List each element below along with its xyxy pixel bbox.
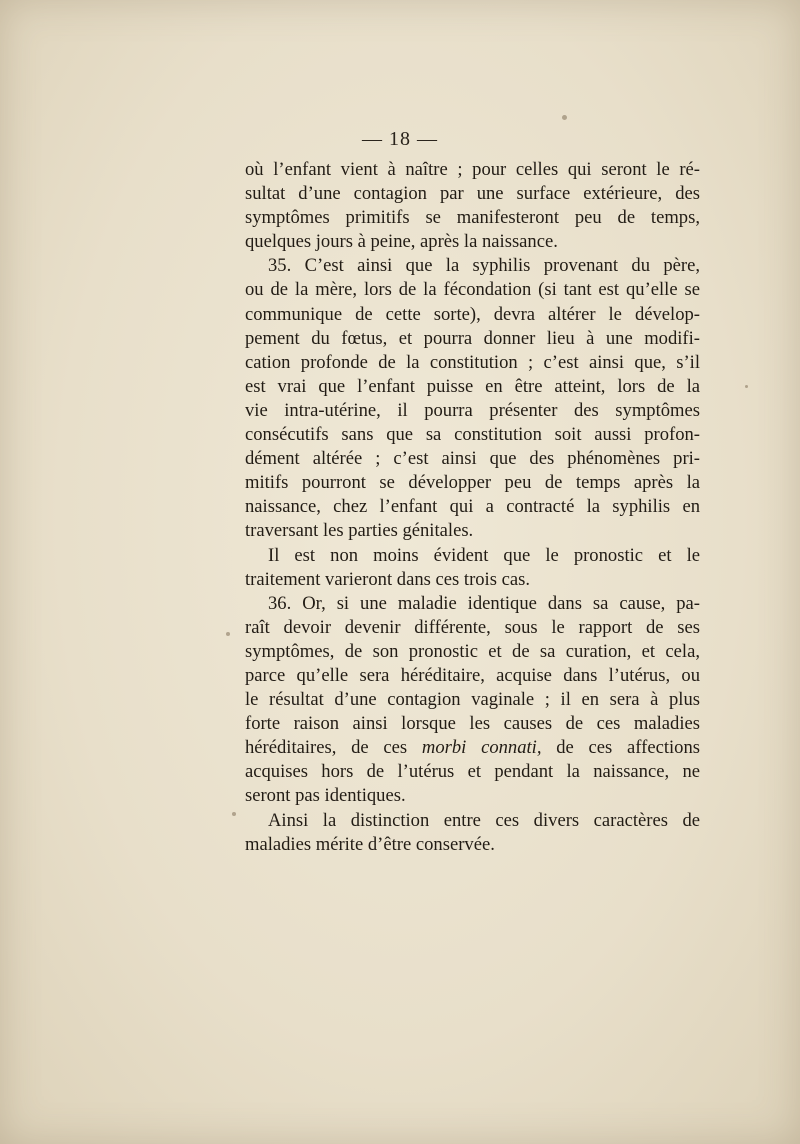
text-line: vie intra-utérine, il pourra présenter des symptômes <box>245 399 700 421</box>
text-line: 36. Or, si une maladie identique dans sa cause, pa- <box>268 592 700 614</box>
text-line: où l’enfant vient à naître ; pour celles qui seront le ré- <box>245 159 700 180</box>
text-line: maladies mérite d’être conservée. <box>245 833 495 855</box>
text-line: acquises hors de l’utérus et pendant la naissance, ne <box>245 761 700 783</box>
text-line: pement du fœtus, et pourra donner lieu à une modifi- <box>245 327 700 349</box>
text-line: cation profonde de la constitution ; c’est ainsi que, s’il <box>245 351 700 373</box>
text-line: quelques jours à peine, après la naissance. <box>245 231 558 253</box>
text-line: parce qu’elle sera héréditaire, acquise dans l’utérus, ou <box>245 664 700 686</box>
text-segment: héréditaires, de ces <box>245 737 408 759</box>
text-line: Ainsi la distinction entre ces divers caractères de <box>268 809 700 831</box>
text-line: ou de la mère, lors de la fécondation (si tant est qu’elle se <box>245 279 700 301</box>
text-line: traversant les parties génitales. <box>245 520 474 542</box>
paragraph-conclusion <box>245 809 700 857</box>
text-line: Il est non moins évident que le pronostic et le <box>268 544 700 566</box>
paragraph-continuation <box>245 158 700 254</box>
text-line: forte raison ainsi lorsque les causes de ces maladies <box>245 713 700 735</box>
text-line: symptômes, de son pronostic et de sa curation, et cela, <box>245 640 700 662</box>
text-line: naissance, chez l’enfant qui a contracté la syphilis en <box>245 496 700 518</box>
text-segment: de ces affections <box>556 737 700 759</box>
paper-speck <box>232 812 236 816</box>
text-line: dément altérée ; c’est ainsi que des phénomènes pri- <box>245 448 700 470</box>
paper-speck <box>226 632 230 636</box>
text-line: le résultat d’une contagion vaginale ; il en sera à plus <box>245 689 700 711</box>
text-line: est vrai que l’enfant puisse en être atteint, lors de la <box>245 375 700 397</box>
paper-speck <box>745 385 748 388</box>
text-line: consécutifs sans que sa constitution soit aussi profon- <box>245 424 700 446</box>
text-line: traitement varieront dans ces trois cas. <box>245 568 530 590</box>
paragraph-35 <box>245 254 700 543</box>
text-line: seront pas identiques. <box>245 785 406 807</box>
text-line: sultat d’une contagion par une surface extérieure, des <box>245 183 700 205</box>
text-line-mixed <box>245 736 700 760</box>
paper-speck <box>562 115 567 120</box>
text-line: 35. C’est ainsi que la syphilis provenant du père, <box>268 255 700 277</box>
body-text <box>245 158 700 857</box>
text-line: mitifs pourront se développer peu de temps après la <box>245 472 700 494</box>
paragraph-36 <box>245 592 700 809</box>
page-number: — 18 — <box>362 128 438 150</box>
text-line: communique de cette sorte), devra altérer le dévelop- <box>245 303 700 325</box>
latin-term: morbi connati, <box>421 737 542 759</box>
paragraph-pronostic <box>245 544 700 592</box>
text-line: raît devoir devenir différente, sous le rapport de ses <box>245 616 700 638</box>
text-line: symptômes primitifs se manifesteront peu de temps, <box>245 207 700 229</box>
